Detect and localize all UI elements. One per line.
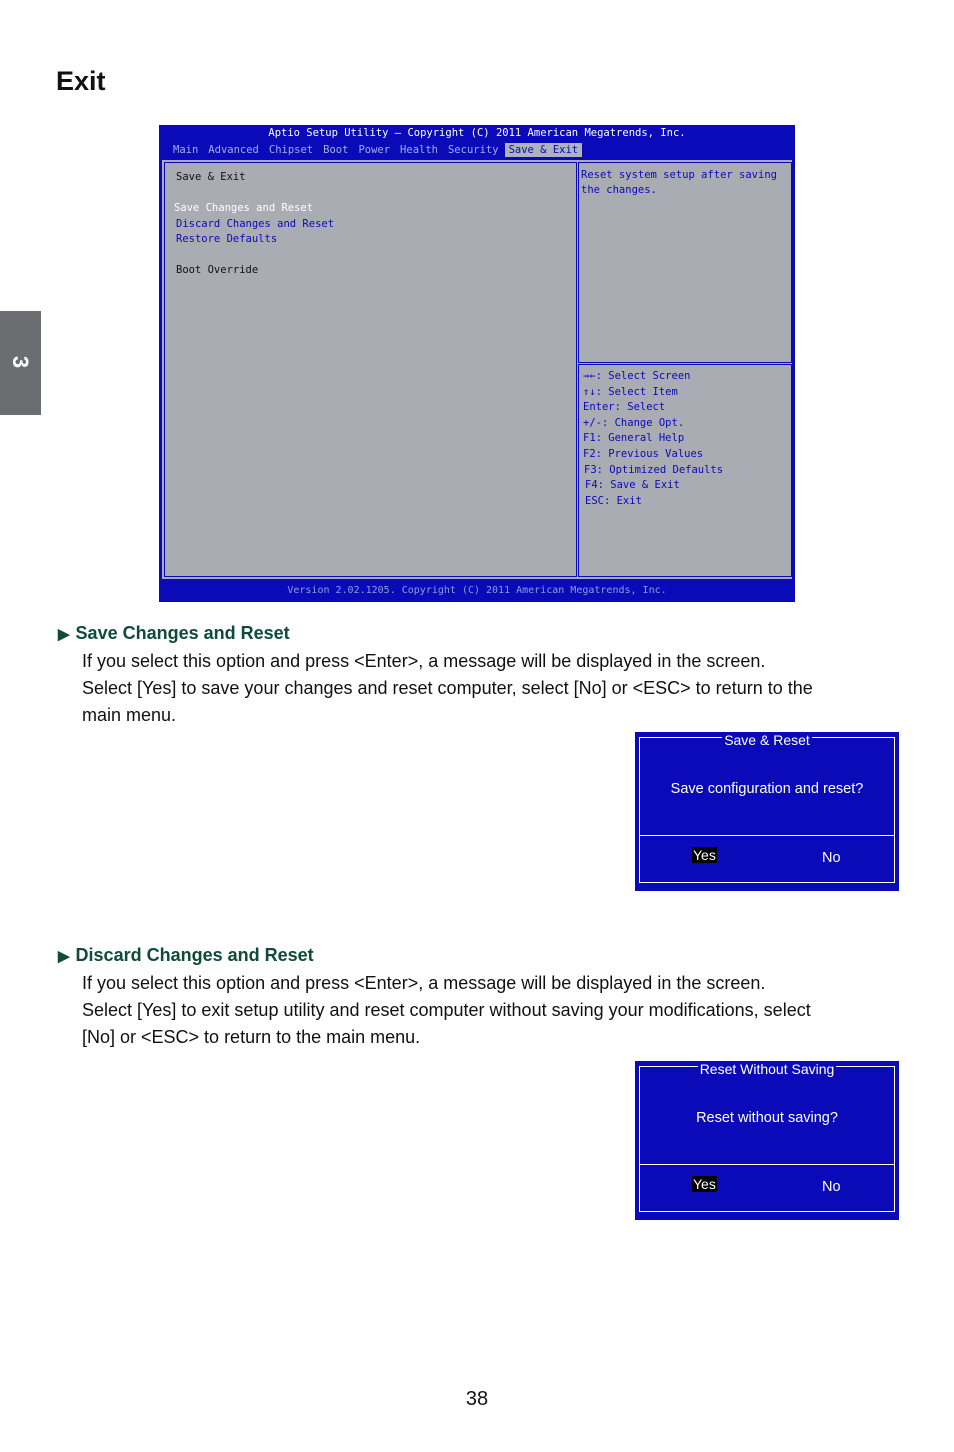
yes-button[interactable]: Yes	[693, 847, 716, 863]
page-number: 38	[465, 1388, 489, 1410]
key-general-help: F1: General Help	[583, 432, 685, 444]
dialog-divider	[639, 1164, 895, 1165]
reset-without-saving-dialog	[635, 1061, 899, 1220]
body-line: main menu.	[82, 705, 177, 725]
body-line: Select [Yes] to save your changes and reset computer, select [No] or <ESC> to return to the	[82, 678, 813, 698]
key-previous-values: F2: Previous Values	[583, 448, 704, 460]
key-select-screen: →←: Select Screen	[583, 370, 691, 382]
section-heading-discard-changes	[58, 945, 314, 966]
menu-item-save-changes-reset[interactable]: Save Changes and Reset	[174, 202, 314, 214]
bios-title: Aptio Setup Utility – Copyright (C) 2011 American Megatrends, Inc.	[268, 127, 686, 139]
boot-override-heading: Boot Override	[176, 264, 259, 276]
bios-tab-security[interactable]: Security	[447, 144, 499, 156]
dialog-title	[635, 1061, 899, 1077]
key-save-exit: F4: Save & Exit	[585, 479, 680, 491]
section-heading-text: Discard Changes and Reset	[75, 945, 314, 965]
bios-tab-bar	[169, 143, 584, 157]
bios-tab-advanced[interactable]: Advanced	[208, 144, 259, 156]
dialog-title-text: Save & Reset	[724, 732, 810, 748]
play-arrow-icon: ▶	[58, 948, 70, 965]
yes-button[interactable]: Yes	[693, 1176, 716, 1192]
bios-footer: Version 2.02.1205. Copyright (C) 2011 American Megatrends, Inc.	[287, 585, 667, 596]
body-line: [No] or <ESC> to return to the main menu.	[82, 1027, 421, 1047]
dialog-message: Save configuration and reset?	[670, 781, 864, 797]
bios-tab-save-exit[interactable]: Save & Exit	[505, 143, 583, 157]
help-text-line-2: the changes.	[581, 184, 657, 196]
bios-tab-boot[interactable]: Boot	[323, 144, 349, 156]
key-change-opt: +/-: Change Opt.	[583, 417, 685, 429]
body-line: If you select this option and press <Enter>, a message will be displayed in the screen.	[82, 651, 766, 671]
bios-tab-power[interactable]: Power	[358, 144, 391, 156]
menu-item-discard-changes-reset[interactable]: Discard Changes and Reset	[176, 218, 335, 230]
chapter-tab	[0, 311, 41, 415]
help-text-line-1: Reset system setup after saving	[581, 169, 777, 181]
dialog-message: Reset without saving?	[696, 1110, 838, 1126]
bios-key-legend	[578, 364, 792, 577]
bios-help-panel	[578, 162, 792, 363]
bios-tab-health[interactable]: Health	[400, 144, 438, 156]
play-arrow-icon: ▶	[58, 626, 70, 643]
dialog-title	[635, 732, 899, 748]
dialog-divider	[639, 835, 895, 836]
body-line: Select [Yes] to exit setup utility and reset computer without saving your modifications, select	[82, 1000, 811, 1020]
dialog-title-text: Reset Without Saving	[699, 1061, 835, 1077]
bios-menu-panel	[164, 162, 577, 577]
key-select-item: ↑↓: Select Item	[583, 386, 678, 398]
section-body-discard-changes	[82, 970, 902, 1051]
key-enter-select: Enter: Select	[583, 401, 666, 413]
dialog-frame	[639, 737, 895, 883]
section-heading-text: Save Changes and Reset	[75, 623, 290, 643]
section-heading-save-changes	[58, 623, 290, 644]
save-reset-dialog	[635, 732, 899, 891]
key-optimized-defaults: F3: Optimized Defaults	[584, 464, 724, 476]
bios-screenshot	[159, 125, 795, 602]
chapter-number: 3	[8, 355, 33, 369]
key-esc-exit: ESC: Exit	[585, 495, 642, 507]
bios-tab-chipset[interactable]: Chipset	[268, 144, 314, 156]
no-button[interactable]: No	[822, 1179, 841, 1195]
page-title: Exit	[56, 66, 106, 96]
bios-tab-main[interactable]: Main	[173, 144, 199, 156]
dialog-frame	[639, 1066, 895, 1212]
body-line: If you select this option and press <Enter>, a message will be displayed in the screen.	[82, 973, 766, 993]
menu-heading: Save & Exit	[176, 171, 246, 183]
bios-main-panel	[161, 159, 793, 580]
no-button[interactable]: No	[822, 850, 841, 866]
section-body-save-changes	[82, 648, 902, 729]
menu-item-restore-defaults[interactable]: Restore Defaults	[176, 233, 278, 245]
